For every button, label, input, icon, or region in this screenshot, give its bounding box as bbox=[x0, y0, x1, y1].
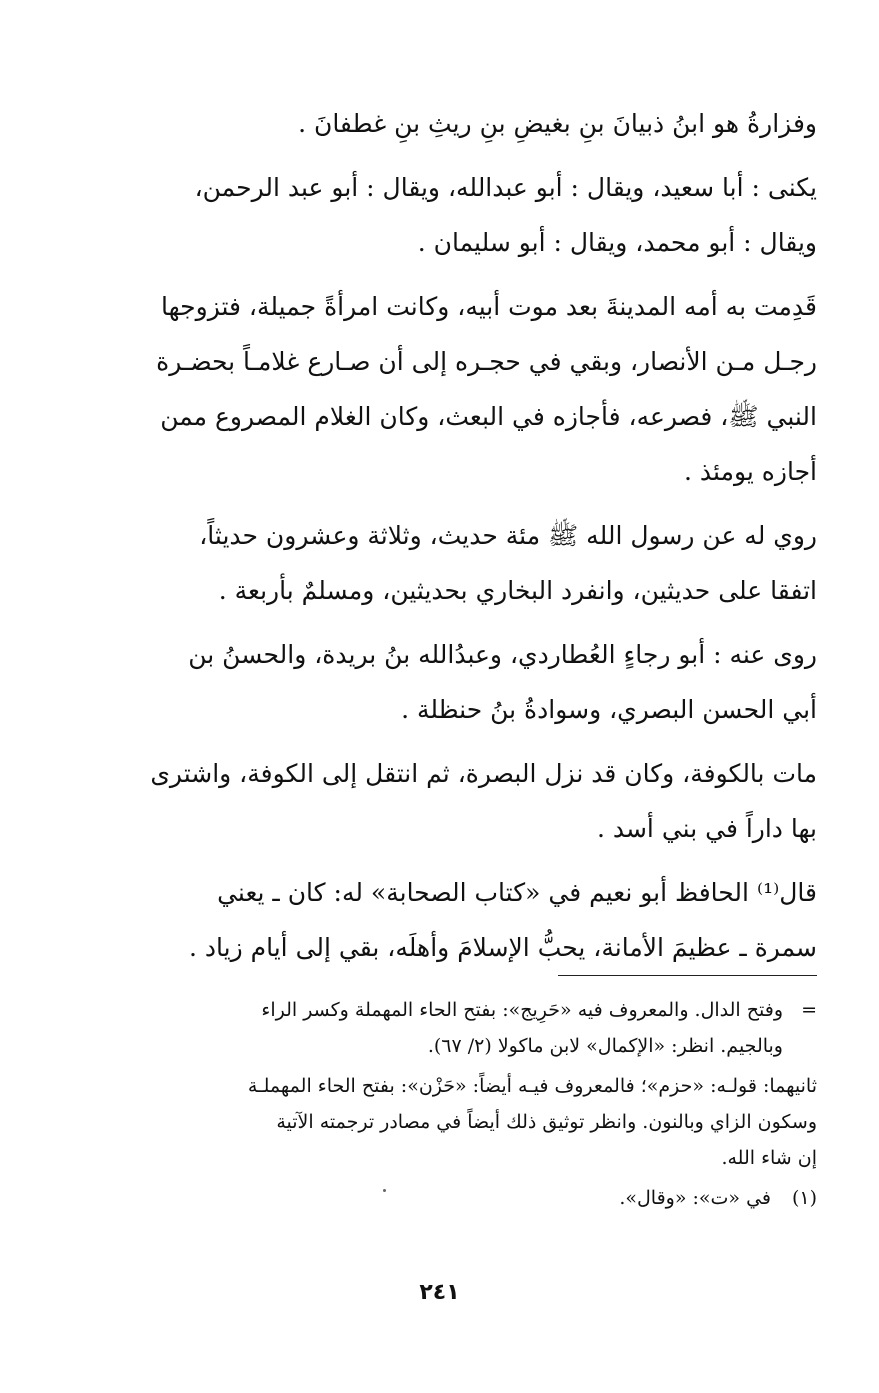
page-number: ٢٤١ bbox=[419, 1280, 460, 1305]
text-line: رجـل مـن الأنصار، وبقي في حجـره إلى أن صـارع غلامـاً بحضـرة bbox=[156, 347, 817, 376]
footnotes bbox=[104, 992, 817, 1220]
footnote-continuation bbox=[104, 992, 817, 1064]
continuation-marker: = bbox=[801, 999, 817, 1021]
main-text bbox=[104, 96, 817, 984]
footnote-line: وسكون الزاي وبالنون. وانظر توثيق ذلك أيضاً في مصادر ترجمته الآتية bbox=[276, 1111, 817, 1133]
text-line: قال⁽¹⁾ الحافظ أبو نعيم في «كتاب الصحابة» له: كان ـ يعني bbox=[217, 878, 817, 907]
text-line: وفزارةُ هو ابنُ ذبيانَ بنِ بغيضِ بنِ ريثِ بنِ غطفانَ . bbox=[298, 109, 817, 138]
footnote-line: ثانيهما: قولـه: «حزم»؛ فالمعروف فيـه أيضاً: «حَزْن»: بفتح الحاء المهملـة bbox=[247, 1075, 817, 1097]
paragraph-hadith-count bbox=[104, 508, 817, 618]
footnote-divider bbox=[558, 975, 817, 976]
footnote-text: في «ت»: «وقال». bbox=[619, 1187, 771, 1209]
ink-speck bbox=[383, 1189, 386, 1192]
text-line: ويقال : أبو محمد، ويقال : أبو سليمان . bbox=[417, 228, 817, 257]
text-line: أبي الحسن البصري، وسوادةُ بنُ حنظلة . bbox=[401, 695, 817, 724]
footnote-one bbox=[104, 1180, 817, 1216]
text-line: روى عنه : أبو رجاءٍ العُطاردي، وعبدُالله بنُ بريدة، والحسنُ بن bbox=[188, 640, 817, 669]
text-line: مات بالكوفة، وكان قد نزل البصرة، ثم انتقل إلى الكوفة، واشترى bbox=[150, 759, 817, 788]
footnote-line: وبالجيم. انظر: «الإكمال» لابن ماكولا (٢/ ٦٧). bbox=[427, 1035, 783, 1057]
footnote-line bbox=[104, 992, 817, 1028]
paragraph-narrators bbox=[104, 627, 817, 737]
footnote-second-point bbox=[104, 1068, 817, 1176]
text-line: النبي ﷺ، فصرعه، فأجازه في البعث، وكان الغلام المصروع ممن bbox=[160, 402, 817, 431]
paragraph-lineage bbox=[104, 96, 817, 151]
text-line: بها داراً في بني أسد . bbox=[596, 814, 817, 843]
footnote-line: إن شاء الله. bbox=[721, 1147, 817, 1169]
text-line: يكنى : أبا سعيد، ويقال : أبو عبدالله، ويقال : أبو عبد الرحمن، bbox=[194, 173, 817, 202]
paragraph-kunya bbox=[104, 160, 817, 270]
text-line: سمرة ـ عظيمَ الأمانة، يحبُّ الإسلامَ وأهلَه، بقي إلى أيام زياد . bbox=[189, 933, 817, 962]
footnote-number: (١) bbox=[791, 1187, 817, 1209]
text-line: قَدِمت به أمه المدينةَ بعد موت أبيه، وكانت امرأةً جميلة، فتزوجها bbox=[161, 292, 817, 321]
paragraph-death bbox=[104, 746, 817, 856]
paragraph-arrival bbox=[104, 279, 817, 499]
text-line: اتفقا على حديثين، وانفرد البخاري بحديثين، ومسلمٌ بأربعة . bbox=[218, 576, 817, 605]
text-line: روي له عن رسول الله ﷺ مئة حديث، وثلاثة وعشرون حديثاً، bbox=[199, 521, 817, 550]
text-line: أجازه يومئذ . bbox=[684, 457, 817, 486]
paragraph-abu-nuaym bbox=[104, 865, 817, 975]
footnote-text: وفتح الدال. والمعروف فيه «حَرِيج»: بفتح الحاء المهملة وكسر الراء bbox=[261, 999, 783, 1021]
